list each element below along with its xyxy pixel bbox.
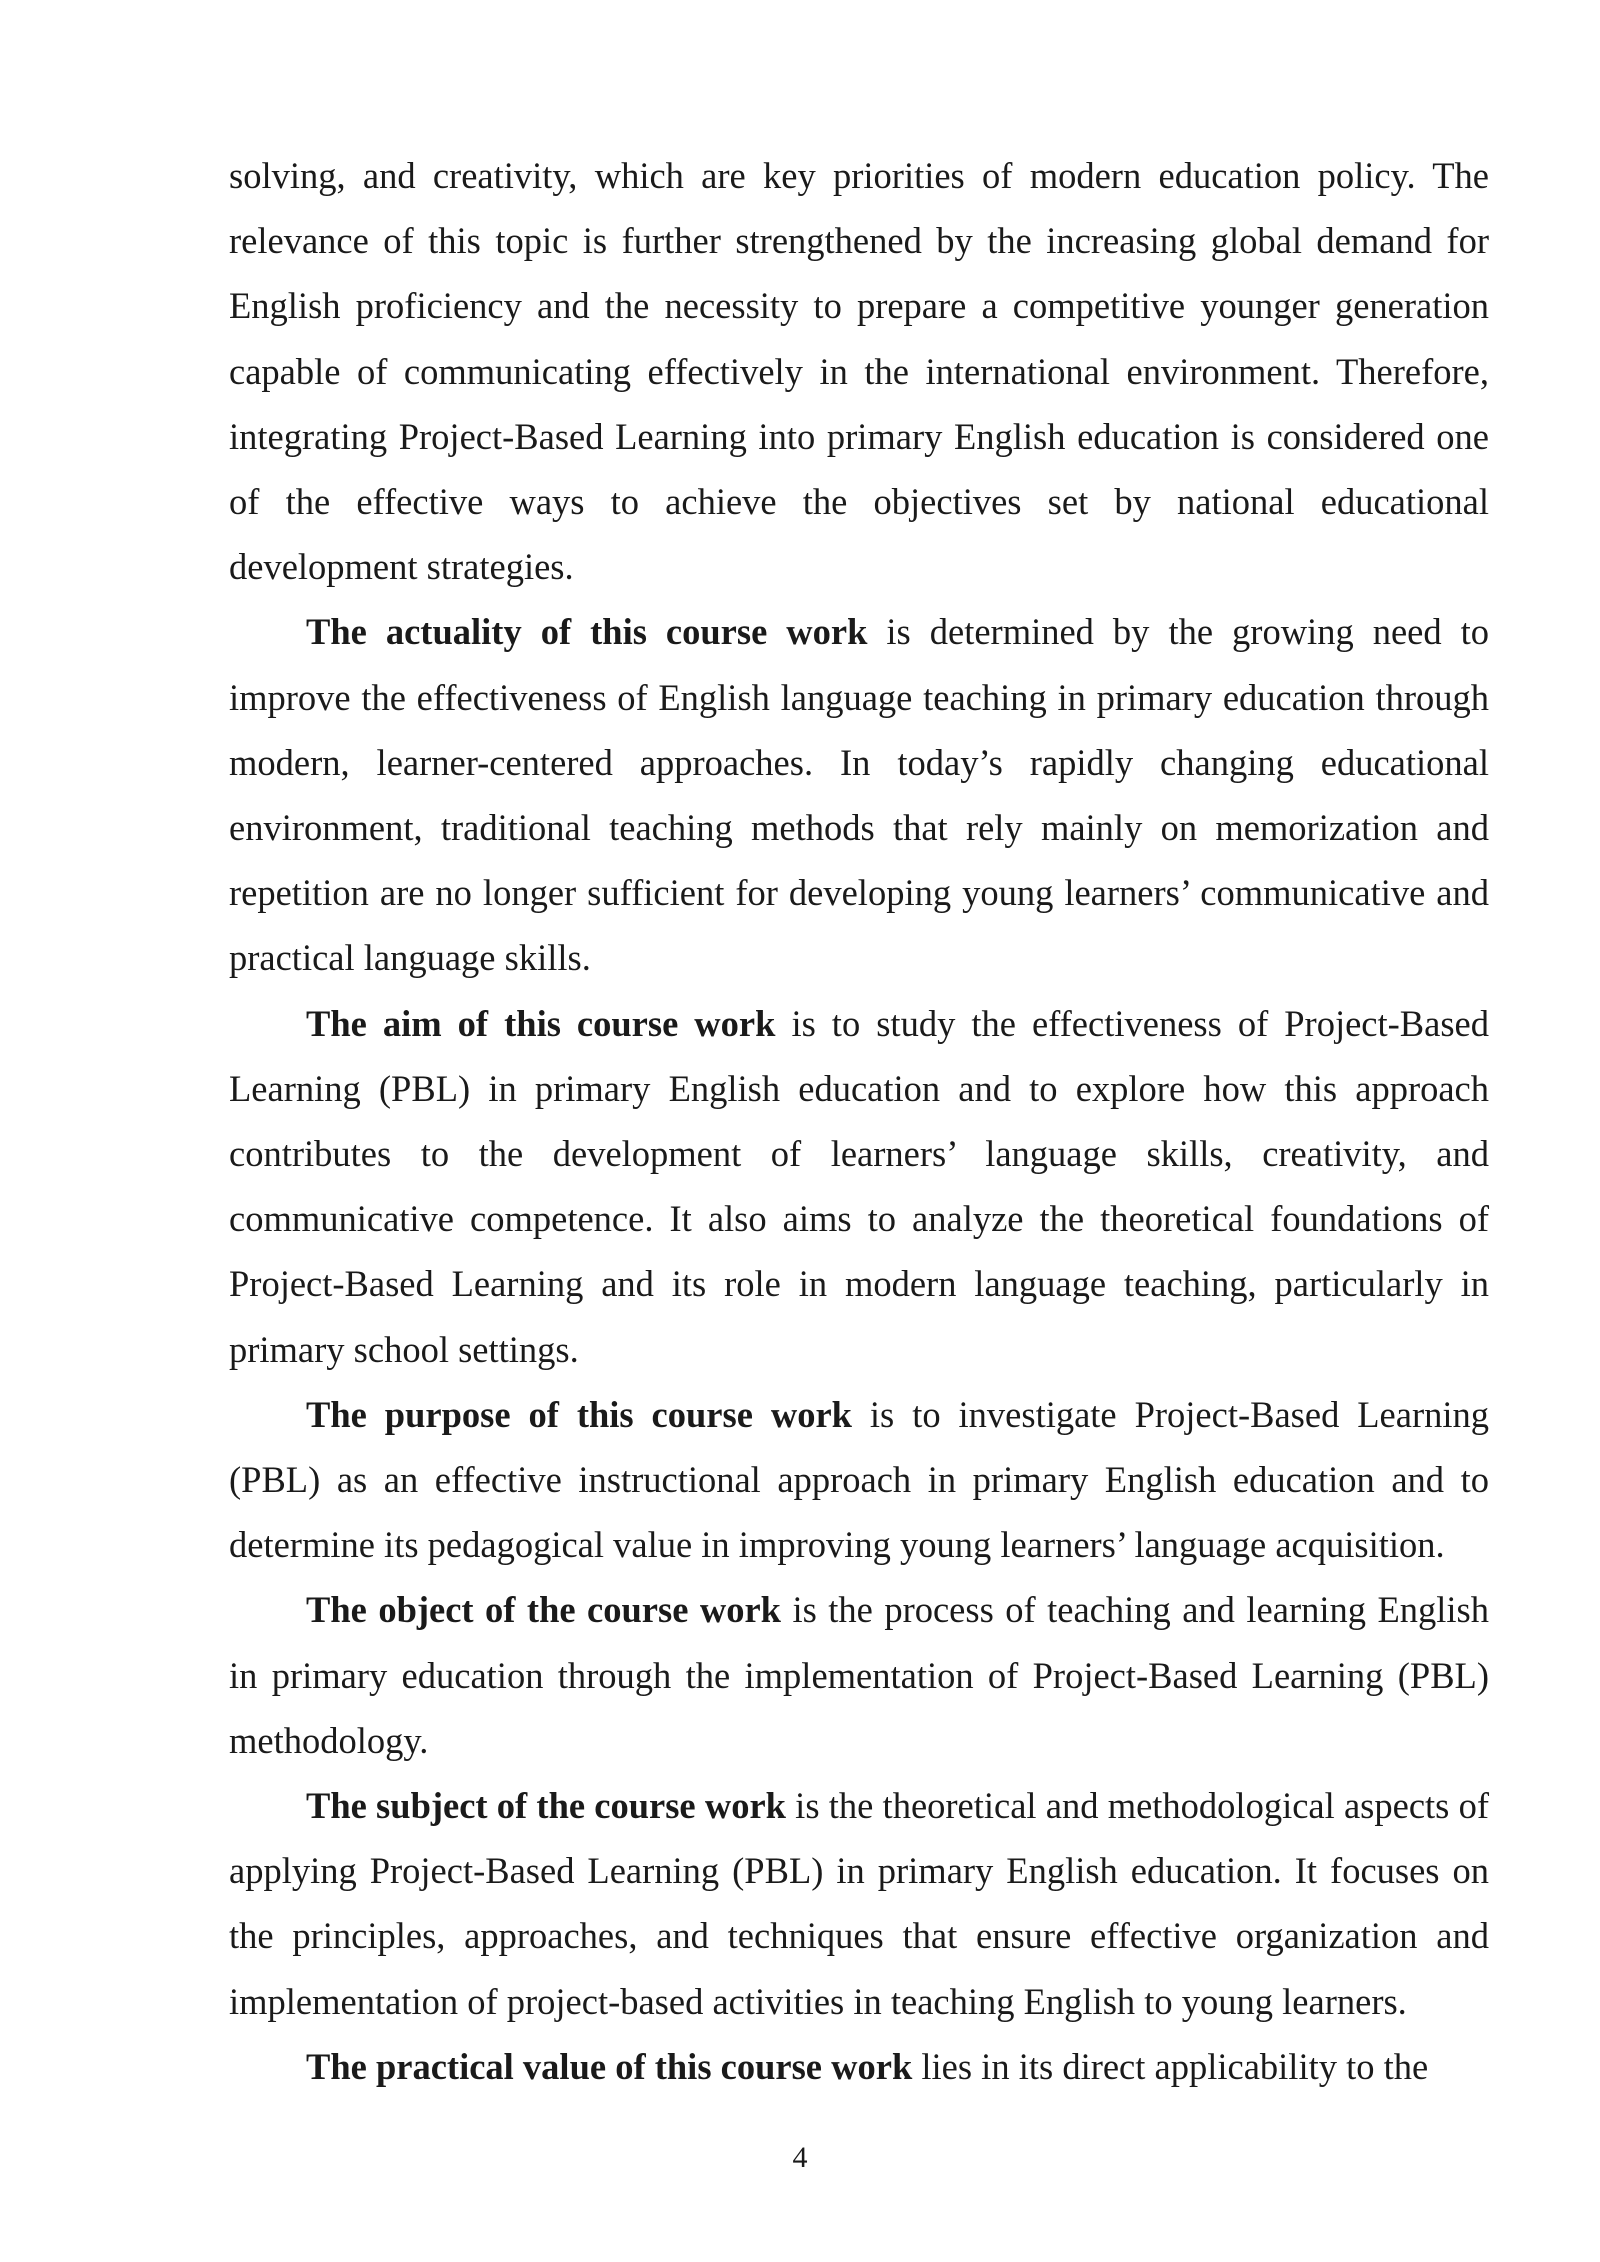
paragraph-continuation (229, 143, 1489, 599)
body-text (229, 143, 1489, 2099)
paragraph-lead: The purpose of this course work (306, 1393, 852, 1435)
paragraph-lead: The practical value of this course work (306, 2045, 913, 2087)
paragraph-lead: The aim of this course work (306, 1002, 776, 1044)
paragraph-text: lies in its direct applicability to the (912, 2045, 1429, 2087)
page-number: 4 (792, 2141, 808, 2174)
paragraph-text: solving, and creativity, which are key priorities of modern education policy. The relevance of this topic is further strengthened by the increasing global demand for English proficiency and the necessity to prepare a competitive younger generation capable of communicating effectively in the international environment. Therefore, integrating Project-Based Learning into primary English education is considered one of the effective ways to achieve the objectives set by national educational development strategies. (229, 155, 1489, 588)
paragraph-text: is to investigate Project-Based Learning (PBL) as an effective instructional approach in primary English education and to determine its pedagogical value in improving young learners’ language acquisition. (229, 1393, 1489, 1566)
paragraph-text: is the process of teaching and learning English in primary education through the implementation of Project-Based Learning (PBL) methodology. (229, 1589, 1489, 1761)
paragraph-actuality (229, 599, 1489, 990)
paragraph-text: is to study the effectiveness of Project-Based Learning (PBL) in primary English education and to explore how this approach contributes to the development of learners’ language skills, creativity, and communicative competence. It also aims to analyze the theoretical foundations of Project-Based Learning and its role in modern language teaching, particularly in primary school settings. (229, 1002, 1489, 1370)
paragraph-object (229, 1577, 1489, 1773)
paragraph-lead: The object of the course work (306, 1589, 781, 1631)
paragraph-text: is determined by the growing need to improve the effectiveness of English language teaching in primary education through modern, learner-centered approaches. In today’s rapidly changing educational environment, traditional teaching methods that rely mainly on memorization and repetition are no longer sufficient for developing young learners’ communicative and practical language skills. (229, 611, 1489, 979)
paragraph-purpose (229, 1382, 1489, 1578)
paragraph-lead: The subject of the course work (306, 1785, 786, 1827)
paragraph-lead: The actuality of this course work (306, 611, 868, 653)
paragraph-practical-value (229, 2034, 1489, 2099)
paragraph-text: is the theoretical and methodological aspects of applying Project-Based Learning (PBL) in primary English education. It focuses on the principles, approaches, and techniques that ensure effective organization and implementation of project-based activities in teaching English to young learners. (229, 1785, 1489, 2022)
paragraph-subject (229, 1773, 1489, 2034)
paragraph-aim (229, 991, 1489, 1382)
